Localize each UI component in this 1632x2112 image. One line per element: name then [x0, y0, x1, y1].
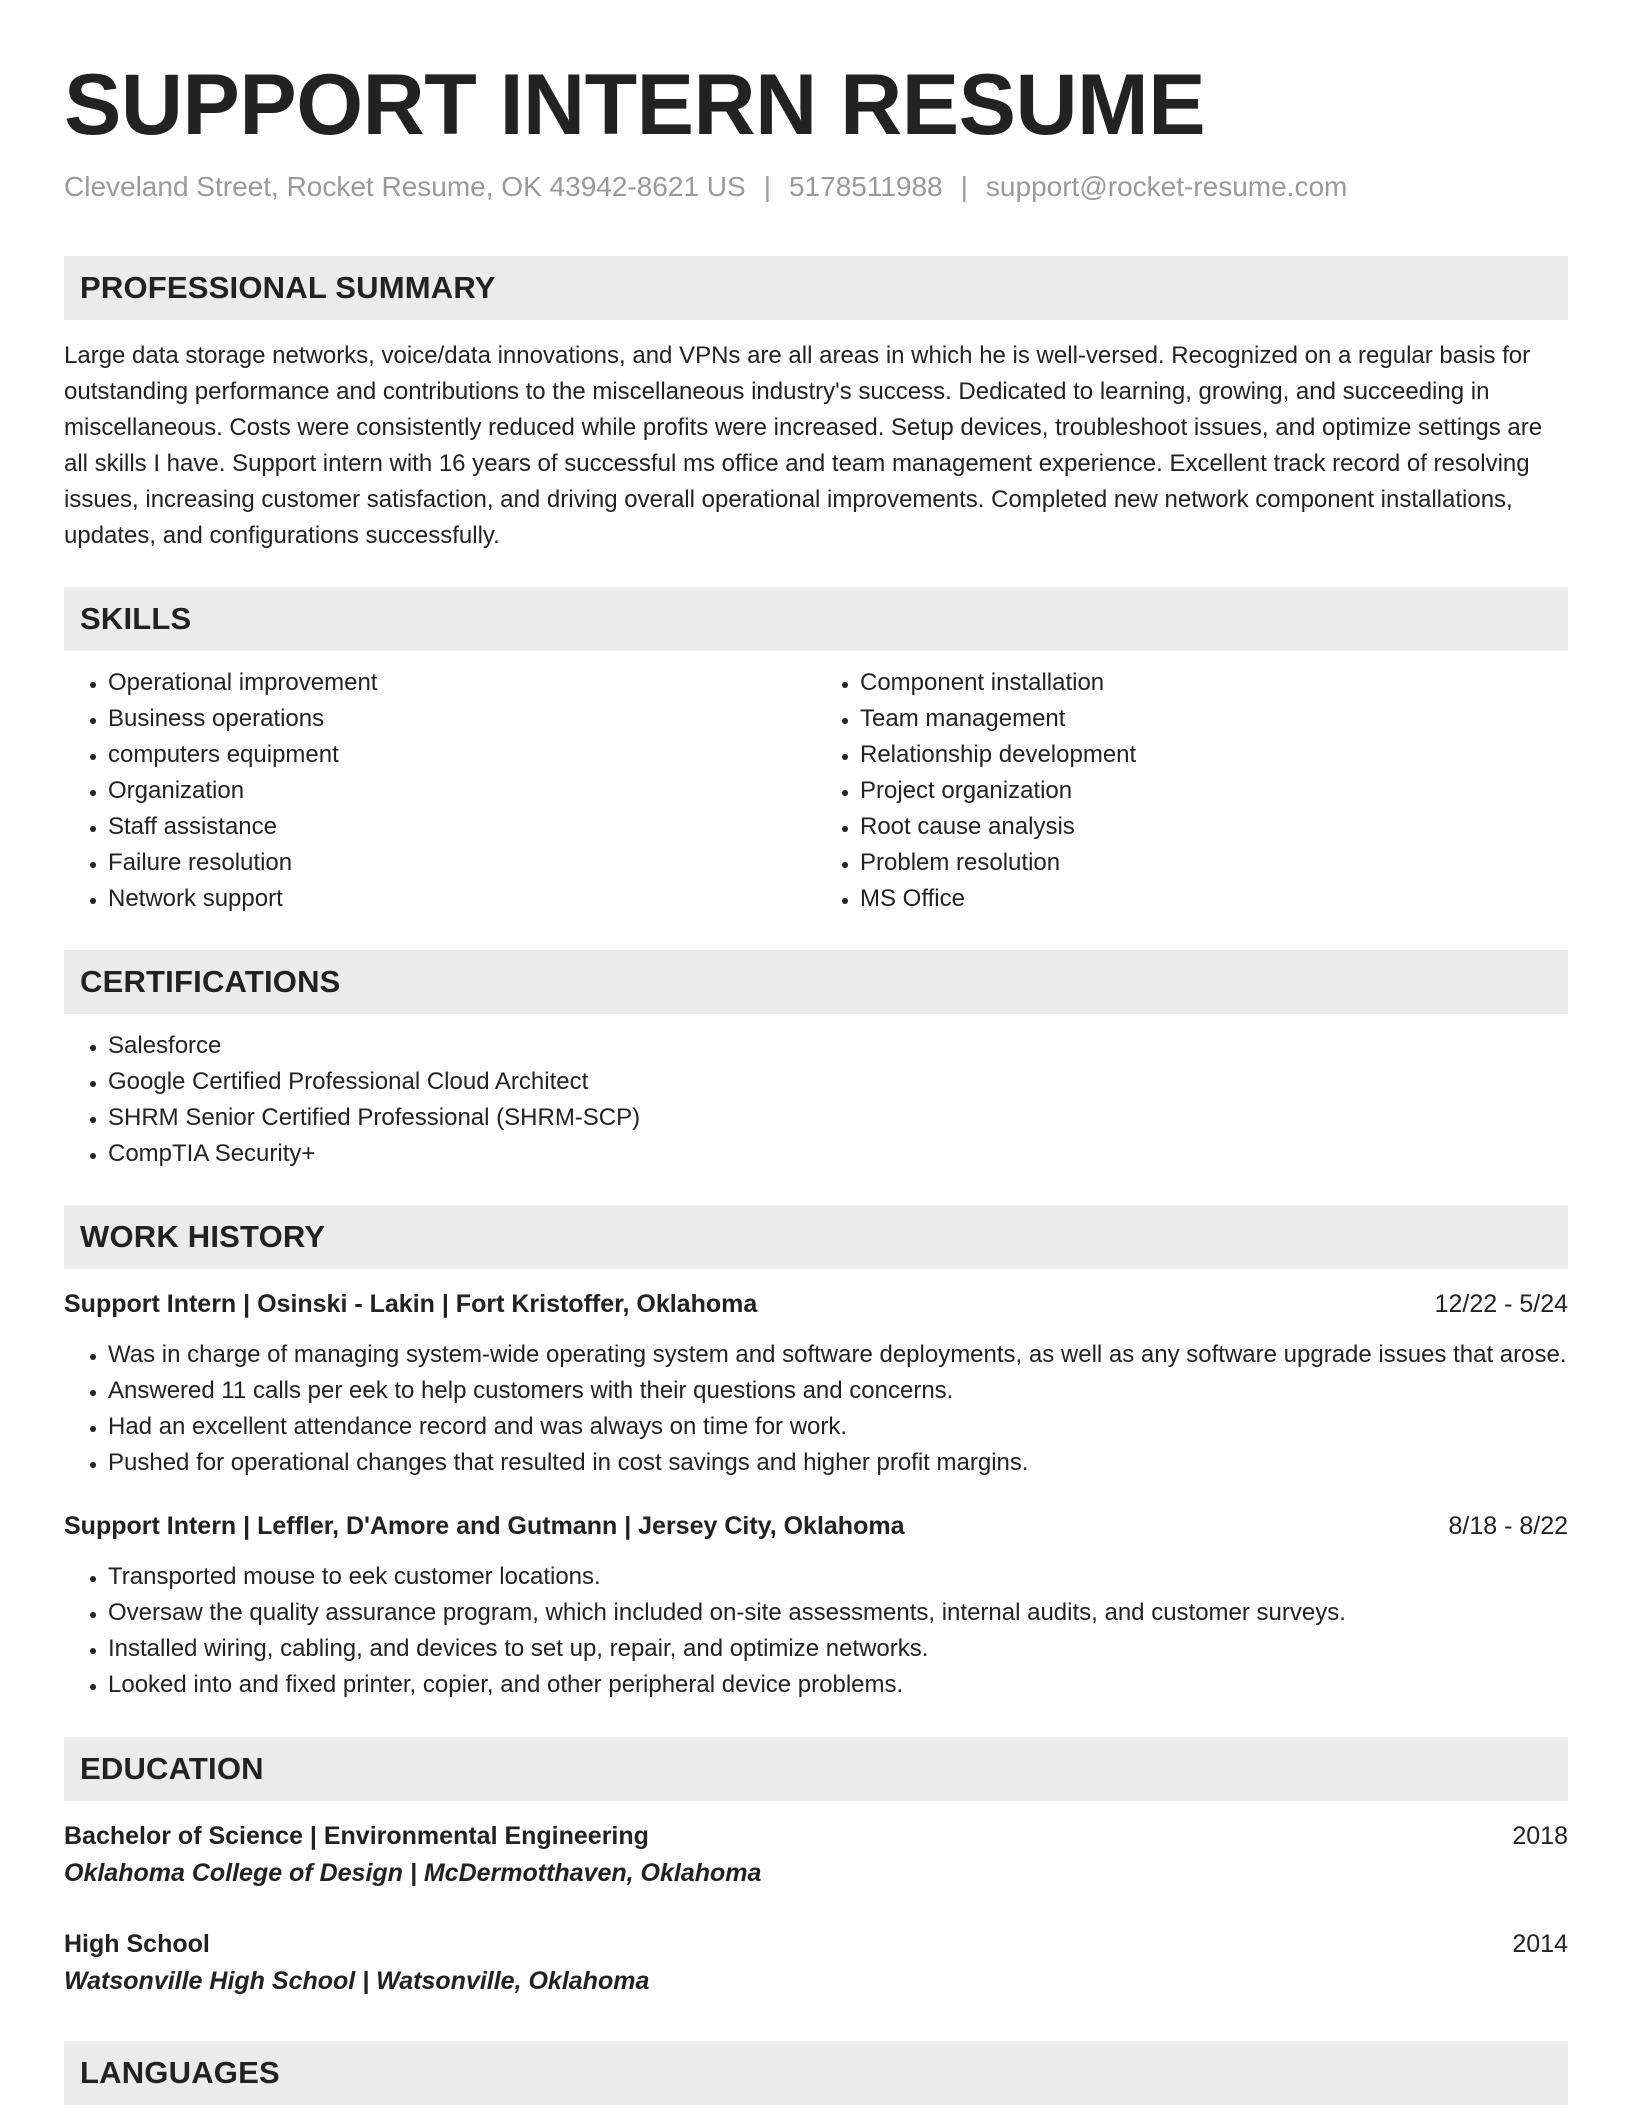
resume-title: SUPPORT INTERN RESUME [64, 57, 1206, 153]
skill-item: • Team management [860, 701, 1568, 737]
skill-item: • Staff assistance [108, 809, 816, 845]
section-header-work-history: WORK HISTORY [64, 1205, 1568, 1269]
education-year: 2014 [1512, 1930, 1568, 1958]
job-title: Support Intern | Leffler, D'Amore and Gutmann | Jersey City, Oklahoma [64, 1512, 905, 1540]
certification-item: • SHRM Senior Certified Professional (SHRM-SCP) [108, 1100, 1568, 1136]
education-entry [64, 1927, 1568, 1999]
job-title: Support Intern | Osinski - Lakin | Fort Kristoffer, Oklahoma [64, 1290, 758, 1318]
job-bullet: • Oversaw the quality assurance program, which included on-site assessments, internal audits, and customer surveys. [108, 1595, 1568, 1631]
education-year: 2018 [1512, 1822, 1568, 1850]
section-header-certifications: CERTIFICATIONS [64, 950, 1568, 1014]
job-entry [64, 1287, 1568, 1481]
skill-item: • Network support [108, 881, 816, 917]
certification-item: • CompTIA Security+ [108, 1136, 1568, 1172]
skill-item: • MS Office [860, 881, 1568, 917]
job-bullet: • Had an excellent attendance record and was always on time for work. [108, 1409, 1568, 1445]
certifications-list [64, 1028, 1568, 1172]
contact-email: support@rocket-resume.com [985, 171, 1348, 202]
education-school: Oklahoma College of Design | McDermotthaven, Oklahoma [64, 1859, 762, 1887]
education-entry [64, 1819, 1568, 1891]
job-bullet: • Was in charge of managing system-wide operating system and software deployments, as well as any software upgrade issues that arose. [108, 1337, 1568, 1373]
section-header-skills: SKILLS [64, 587, 1568, 651]
section-header-summary: PROFESSIONAL SUMMARY [64, 256, 1568, 320]
summary-text: Large data storage networks, voice/data innovations, and VPNs are all areas in which he is well-versed. Recognized on a regular basis for outstanding performance and contributions to the miscellaneous industry's success. Dedicated to learning, growing, and succeeding in miscellaneous. Costs were consistently reduced while profits were increased. Setup devices, troubleshoot issues, and optimize settings are all skills I have. Support intern with 16 years of successful ms office and team management experience. Excellent track record of resolving issues, increasing customer satisfaction, and driving overall operational improvements. Completed new network component installations, updates, and configurations successfully. [64, 342, 1543, 549]
job-bullets [64, 1559, 1568, 1703]
education-heading [64, 1927, 1568, 1961]
education-heading [64, 1819, 1568, 1853]
job-bullet: • Looked into and fixed printer, copier, and other peripheral device problems. [108, 1667, 1568, 1703]
education-degree: Bachelor of Science | Environmental Engineering [64, 1822, 649, 1850]
job-dates: 8/18 - 8/22 [1448, 1512, 1568, 1540]
skill-item: • Relationship development [860, 737, 1568, 773]
job-bullets [64, 1337, 1568, 1481]
job-heading [64, 1509, 1568, 1543]
job-bullet: • Pushed for operational changes that resulted in cost savings and higher profit margins. [108, 1445, 1568, 1481]
section-header-languages: LANGUAGES [64, 2041, 1568, 2105]
skill-item: • Business operations [108, 701, 816, 737]
skill-item: • Problem resolution [860, 845, 1568, 881]
contact-line [64, 170, 1568, 204]
skill-item: • computers equipment [108, 737, 816, 773]
skills-list-left [64, 665, 816, 917]
skill-item: • Root cause analysis [860, 809, 1568, 845]
contact-separator: | [763, 171, 771, 202]
skill-item: • Organization [108, 773, 816, 809]
certification-item: • Salesforce [108, 1028, 1568, 1064]
section-header-education: EDUCATION [64, 1737, 1568, 1801]
contact-phone: 5178511988 [788, 171, 943, 202]
job-bullet: • Installed wiring, cabling, and devices to set up, repair, and optimize networks. [108, 1631, 1568, 1667]
skills-columns [64, 665, 1568, 917]
skills-list-right [816, 665, 1568, 917]
job-heading [64, 1287, 1568, 1321]
job-bullet: • Answered 11 calls per eek to help customers with their questions and concerns. [108, 1373, 1568, 1409]
education-degree: High School [64, 1930, 210, 1958]
certification-item: • Google Certified Professional Cloud Architect [108, 1064, 1568, 1100]
contact-separator: | [960, 171, 968, 202]
skill-item: • Operational improvement [108, 665, 816, 701]
job-bullet: • Transported mouse to eek customer locations. [108, 1559, 1568, 1595]
skill-item: • Project organization [860, 773, 1568, 809]
skill-item: • Failure resolution [108, 845, 816, 881]
job-dates: 12/22 - 5/24 [1434, 1290, 1568, 1318]
job-entry [64, 1509, 1568, 1703]
education-school: Watsonville High School | Watsonville, Oklahoma [64, 1967, 650, 1995]
skill-item: • Component installation [860, 665, 1568, 701]
contact-address: Cleveland Street, Rocket Resume, OK 43942-8621 US [64, 171, 746, 202]
